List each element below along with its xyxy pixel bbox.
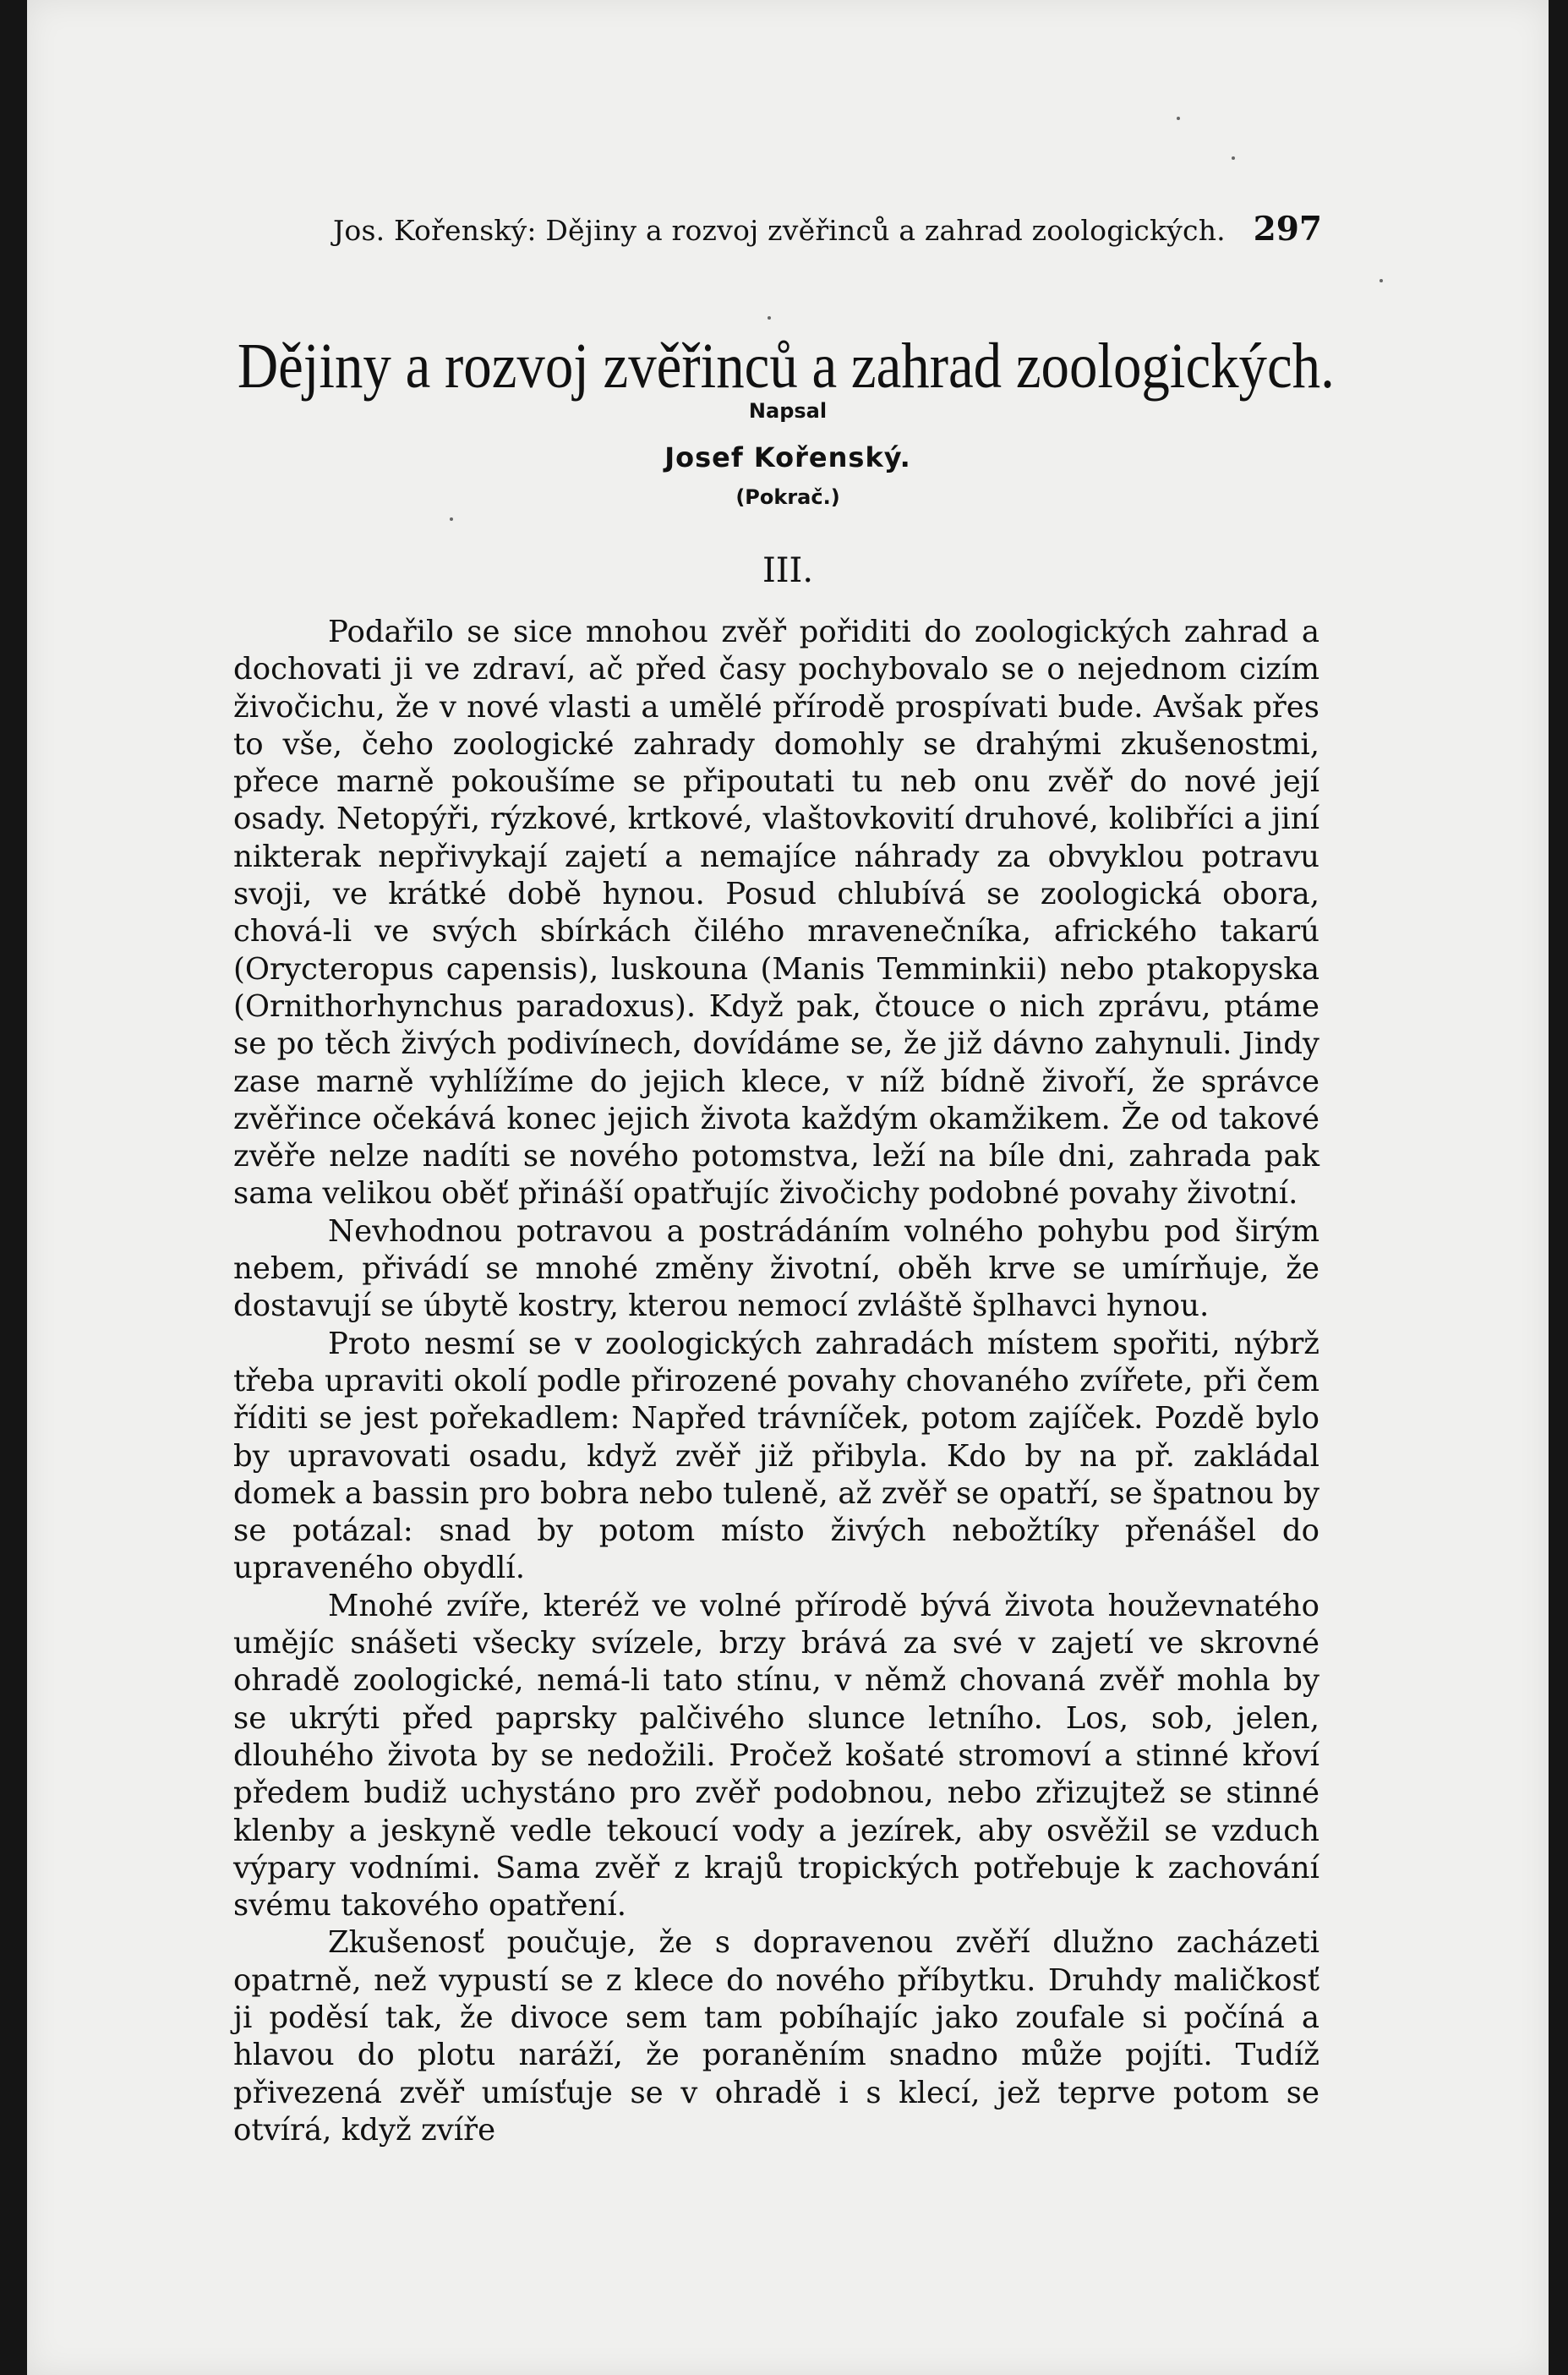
- scan-speck: [768, 316, 771, 320]
- page-number: 297: [1253, 210, 1322, 249]
- paragraph: Podařilo se sice mnohou zvěř pořiditi do zoologických zahrad a dochovati ji ve zdraví, ač před časy pochybovalo se o nejednom cizím živočichu, že v nové vlasti a umělé přírodě prospívati bude. Avšak přes to vše, čeho zoologické zahrady domohly se drahými zkušenostmi, přece marně pokoušíme se připoutati tu neb onu zvěř do nové její osady. Netopýři, rýzkové, krtkové, vlaštovkovití druhové, kolibříci a jiní nikterak nepřivykají zajetí a nemajíce náhrady za obvyklou potravu svoji, ve krátké době hynou. Posud chlubívá se zoologická obora, chová-li ve svých sbírkách čilého mravenečníka, afrického takarú (Orycteropus capensis), luskouna (Manis Temminkii) nebo ptakopyska (Ornithorhynchus paradoxus). Když pak, čtouce o nich zprávu, ptáme se po těch živých podivínech, dovídáme se, že již dávno zahynuli. Jindy zase marně vyhlížíme do jejich klece, v níž bídně živoří, že správce zvěřince očekává konec jejich života každým okamžikem. Že od takové zvěře nelze nadíti se nového potomstva, leží na bíle dni, zahrada pak sama velikou oběť přináší opatřujíc živočichy podobné povahy životní.: [233, 615, 1319, 1212]
- paragraph: Zkušenosť poučuje, že s dopravenou zvěří dlužno zacházeti opatrně, než vypustí se z klece do nového příbytku. Druhdy maličkosť ji poděsí tak, že divoce sem tam pobíhajíc jako zoufale si počíná a hlavou do plotu naráží, že poraněním snadno může pojíti. Tudíž přivezená zvěř umísťuje se v ohradě i s klecí, jež teprve potom se otvírá, když zvíře: [233, 1925, 1319, 2148]
- byline-author: Josef Kořenský.: [664, 441, 911, 473]
- article-body: [233, 614, 1319, 2149]
- book-page: [27, 0, 1549, 2375]
- scan-speck: [1380, 279, 1383, 282]
- article-title: Dějiny a rozvoj zvěřinců a zahrad zoologických.: [237, 331, 1335, 402]
- paragraph: Proto nesmí se v zoologických zahradách místem spořiti, nýbrž třeba upraviti okolí podle přirozené povahy chovaného zvířete, při čem říditi se jest pořekadlem: Napřed trávníček, potom zajíček. Pozdě bylo by upravovati osadu, když zvěř již přibyla. Kdo by na př. zakládal domek a bassin pro bobra nebo tuleně, až zvěř se opatří, se špatnou by se potázal: snad by potom místo živých nebožtíky přenášel do upraveného obydlí.: [233, 1326, 1319, 1586]
- scan-speck: [1177, 117, 1180, 120]
- section-number: III.: [762, 551, 814, 590]
- byline-continuation: (Pokrač.): [735, 485, 840, 509]
- paragraph: Nevhodnou potravou a postrádáním volného pohybu pod širým nebem, přivádí se mnohé změny životní, oběh krve se umírňuje, že dostavují se úbytě kostry, kterou nemocí zvláště šplhavci hynou.: [233, 1213, 1319, 1324]
- scan-speck: [1232, 156, 1235, 160]
- scan-speck: [450, 517, 453, 521]
- running-head: [333, 210, 1322, 249]
- running-head-text: Jos. Kořenský: Dějiny a rozvoj zvěřinců a zahrad zoologických.: [333, 214, 1226, 247]
- paragraph: Mnohé zvíře, kteréž ve volné přírodě bývá života houževnatého umějíc snášeti všecky svízele, brzy brává za své v zajetí ve skrovné ohradě zoologické, nemá-li tato stínu, v němž chovaná zvěř mohla by se ukrýti před paprsky palčivého slunce letního. Los, sob, jelen, dlouhého života by se nedožili. Pročež košaté stromoví a stinné křoví předem budiž uchystáno pro zvěř podobnou, nebo zřizujtež se stinné klenby a jeskyně vedle tekoucí vody a jezírek, aby osvěžil se vzduch výpary vodními. Sama zvěř z krajů tropických potřebuje k zachování svému takového opatření.: [233, 1588, 1319, 1924]
- byline-napsal: Napsal: [748, 399, 828, 423]
